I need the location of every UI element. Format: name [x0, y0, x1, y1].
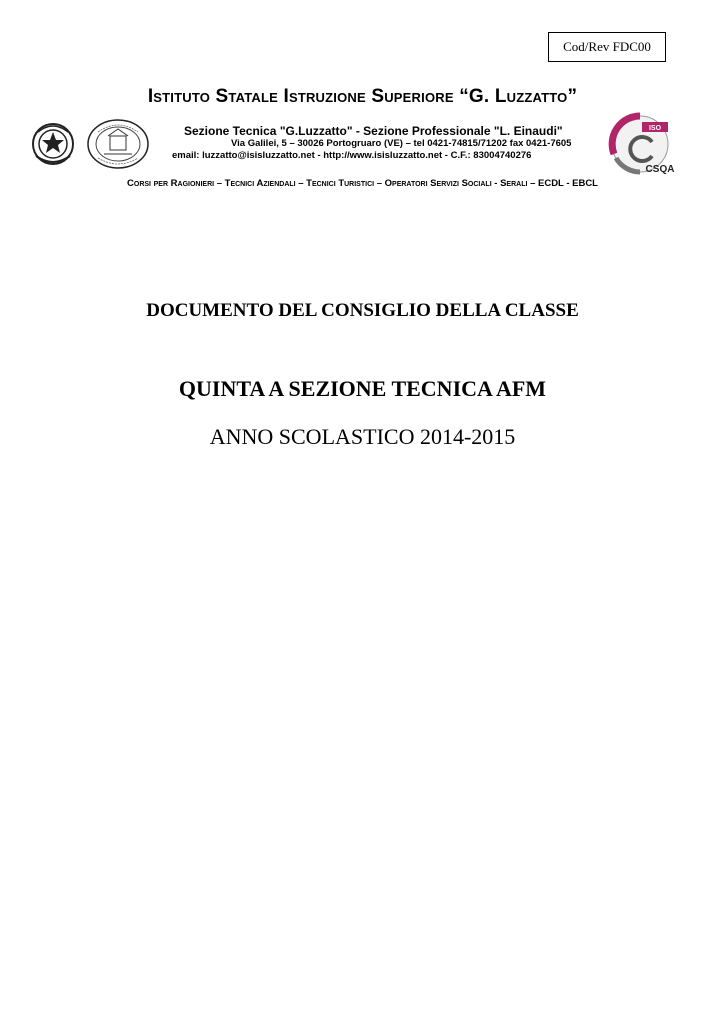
institute-contacts: email: luzzatto@isisluzzatto.net - http://www.isisluzzatto.net - C.F.: 83004740276	[172, 150, 532, 161]
svg-text:ISO: ISO	[648, 125, 662, 132]
code-revision-box	[548, 32, 666, 62]
institute-sections: Sezione Tecnica "G.Luzzatto" - Sezione Professionale "L. Einaudi"	[184, 124, 563, 138]
document-title: DOCUMENTO DEL CONSIGLIO DELLA CLASSE	[146, 300, 579, 321]
institute-address: Via Galilei, 5 – 30026 Portogruaro (VE) – tel 0421-74815/71202 fax 0421-7605	[231, 138, 572, 149]
courses-list: Corsi per Ragionieri – Tecnici Aziendali – Tecnici Turistici – Operatori Servizi Sociali - Serali – ECDL - EBCL	[127, 178, 598, 189]
csqa-logo-text: CSQA	[645, 164, 675, 175]
school-seal-logo	[86, 118, 150, 170]
school-year: ANNO SCOLASTICO 2014-2015	[209, 424, 516, 449]
csqa-certification-logo	[606, 112, 676, 176]
class-name: QUINTA A SEZIONE TECNICA AFM	[178, 376, 547, 401]
republic-emblem-logo	[30, 118, 76, 170]
code-revision-text: Cod/Rev FDC00	[563, 39, 651, 54]
institute-name: Istituto Statale Istruzione Superiore “G. Luzzatto”	[147, 86, 578, 107]
